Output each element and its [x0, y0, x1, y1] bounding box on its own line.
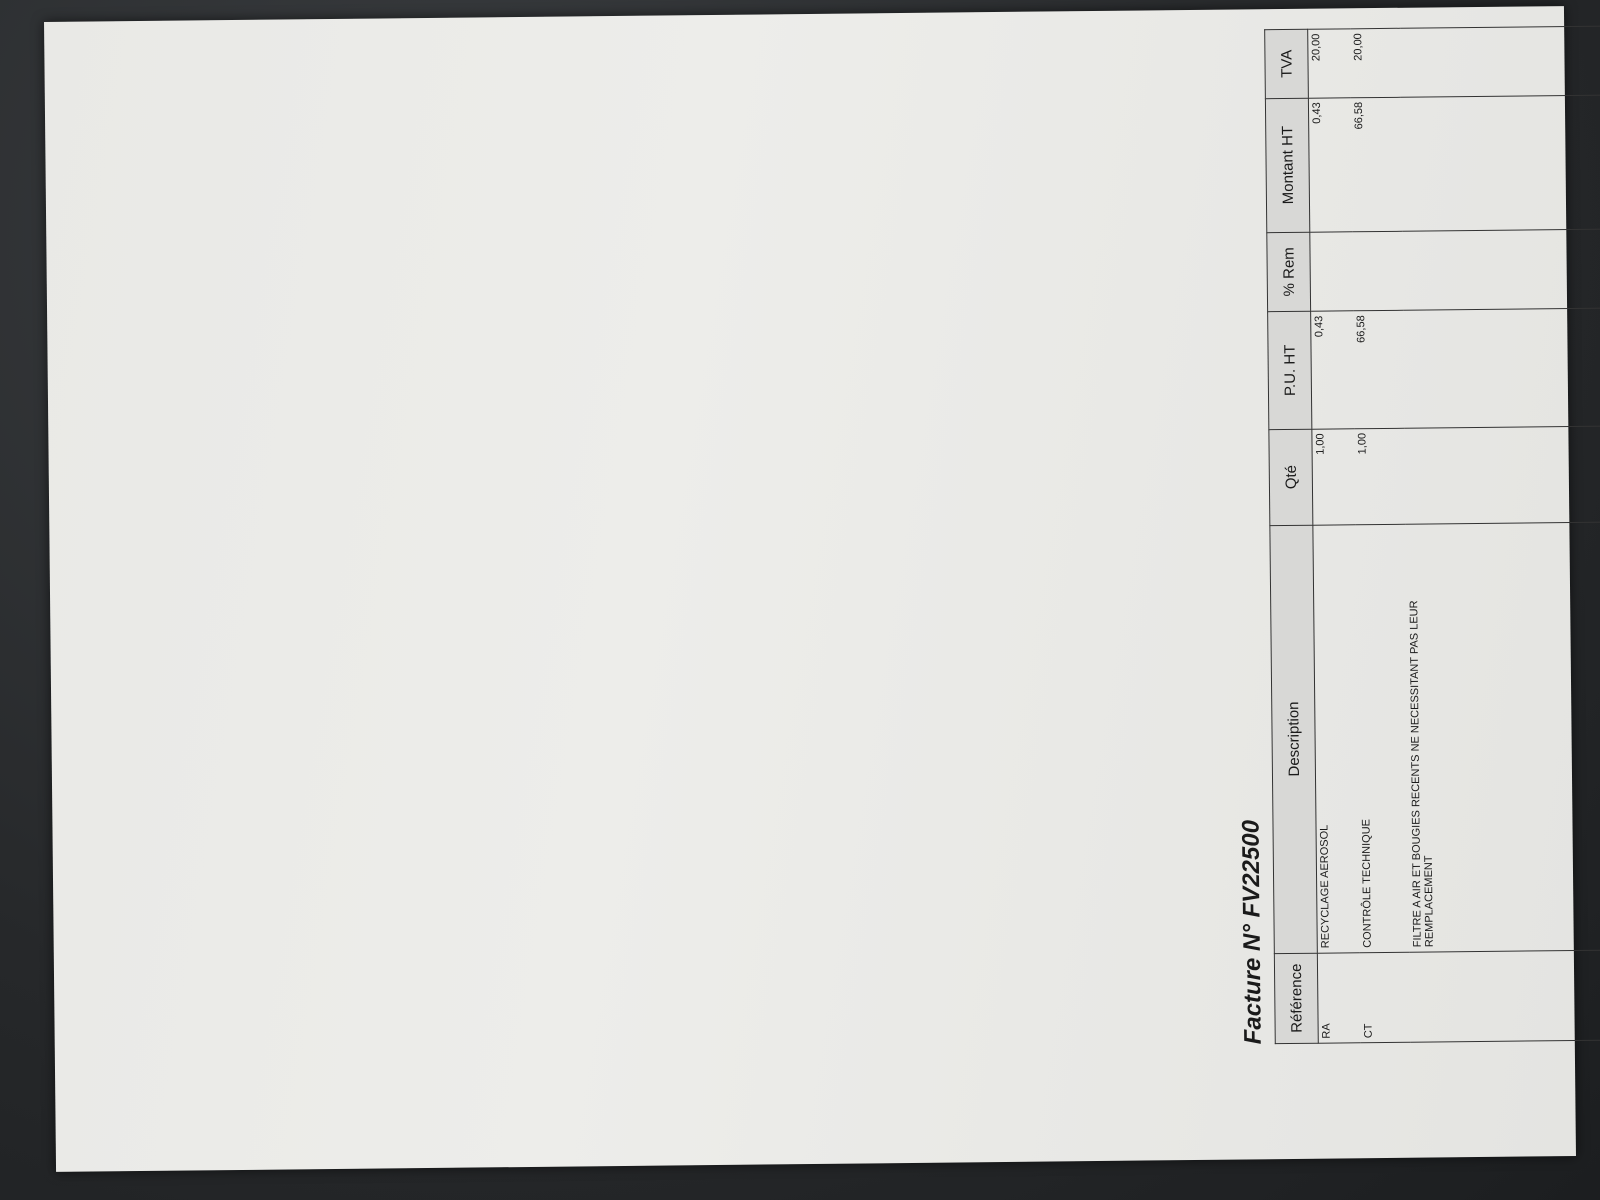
col-qte: Qté [1269, 429, 1313, 525]
row-pu [1403, 302, 1600, 428]
items-table [1264, 19, 1600, 1044]
row-desc: CONTRÔLE TECHNIQUE [1355, 524, 1409, 953]
row-montant [1400, 88, 1600, 231]
row-qte: 1,00 [1354, 428, 1405, 524]
row-rem [1310, 231, 1353, 311]
row-montant: 0,43 [1308, 97, 1351, 231]
row-desc: FILTRE A AIR ET BOUGIES RECENTS NE NECESSITANT PAS LEUR REMPLACEMENT [1405, 515, 1600, 952]
invoice-page [1169, 0, 1600, 1090]
row-montant: 66,58 [1350, 97, 1401, 231]
row-qte [1404, 419, 1600, 523]
row-tva: 20,00 [1350, 28, 1401, 97]
row-ref [1409, 943, 1600, 1042]
col-pu: P.U. HT [1268, 311, 1312, 429]
row-ref: RA [1317, 952, 1360, 1043]
row-pu: 0,43 [1311, 311, 1354, 429]
col-montant: Montant HT [1265, 98, 1309, 232]
table-row [1400, 20, 1600, 1043]
row-rem [1402, 222, 1600, 310]
row-tva: 20,00 [1308, 29, 1351, 98]
invoice-paper [44, 6, 1576, 1172]
row-tva [1400, 20, 1600, 97]
col-tva: TVA [1265, 29, 1309, 98]
col-reference: Référence [1274, 953, 1318, 1044]
row-desc: RECYCLAGE AEROSOL [1313, 524, 1359, 952]
row-qte: 1,00 [1312, 429, 1355, 525]
col-description: Description [1270, 525, 1317, 953]
row-pu: 66,58 [1353, 310, 1404, 428]
invoice-title: Facture N° FV22500 [1237, 819, 1267, 1045]
col-rem: % Rem [1267, 232, 1311, 312]
row-ref: CT [1359, 952, 1410, 1043]
row-rem [1352, 231, 1403, 311]
